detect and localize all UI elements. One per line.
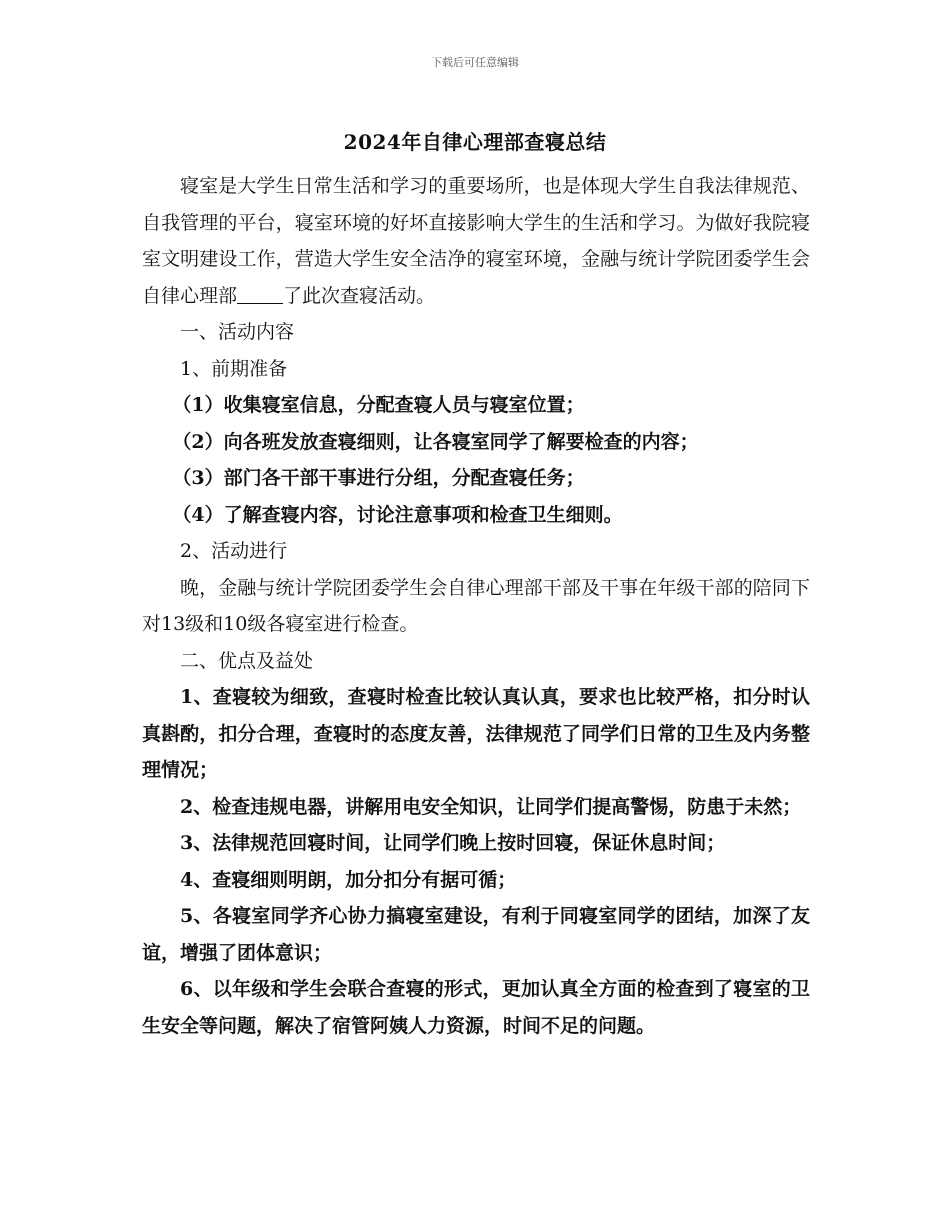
prep-item: （2）向各班发放查寝细则，让各寝室同学了解要检查的内容； [172, 430, 699, 453]
document-body [142, 168, 810, 1044]
section-heading-2: 二、优点及益处 [180, 649, 314, 672]
activity-paragraph: 晚，金融与统计学院团委学生会自律心理部干部及干事在年级干部的陪同下对13级和10级各寝室进行检查。 [142, 576, 810, 635]
page-header: 下载后可任意编辑 [431, 56, 519, 69]
benefit-item: 3、法律规范回寝时间，让同学们晚上按时回寝，保证休息时间； [180, 832, 726, 854]
prep-item: （3）部门各干部干事进行分组，分配查寝任务； [172, 467, 585, 489]
benefit-item: 6、以年级和学生会联合查寝的形式，更加认真全方面的检查到了寝室的卫生安全等问题，解决了宿管阿姨人力资源，时间不足的问题。 [142, 978, 810, 1037]
benefit-item: 4、查寝细则明朗，加分扣分有据可循； [180, 868, 517, 891]
prep-item: （4）了解查寝内容，讨论注意事项和检查卫生细则。 [172, 503, 623, 526]
document-title: 2024年自律心理部查寝总结 [343, 130, 607, 154]
intro-text-end: 了此次查寝活动。 [283, 284, 436, 307]
benefit-item: 1、查寝较为细致，查寝时检查比较认真认真，要求也比较严格，扣分时认真斟酌，扣分合理，查寝时的态度友善，法律规范了同学们日常的卫生及内务整理情况； [142, 686, 810, 781]
intro-paragraph [142, 168, 810, 314]
benefit-item: 5、各寝室同学齐心协力搞寝室建设，有利于同寝室同学的团结，加深了友谊，增强了团体意识； [142, 905, 810, 964]
subheading-preparation: 1、前期准备 [180, 357, 288, 380]
prep-item: （1）收集寝室信息，分配查寝人员与寝室位置； [172, 394, 585, 416]
subheading-activity: 2、活动进行 [180, 540, 288, 562]
intro-text: 寝室是大学生日常生活和学习的重要场所，也是体现大学生自我法律规范、自我管理的平台，寝室环境的好坏直接影响大学生的生活和学习。为做好我院寝室文明建设工作，营造大学生安全洁净的寝室环境，金融与统计学院团委学生会自律心理部 [142, 175, 810, 307]
benefit-item: 2、检查违规电器，讲解用电安全知识，让同学们提高警惕，防患于未然； [180, 795, 802, 818]
blank-underline [237, 283, 283, 304]
section-heading-1: 一、活动内容 [180, 321, 295, 343]
